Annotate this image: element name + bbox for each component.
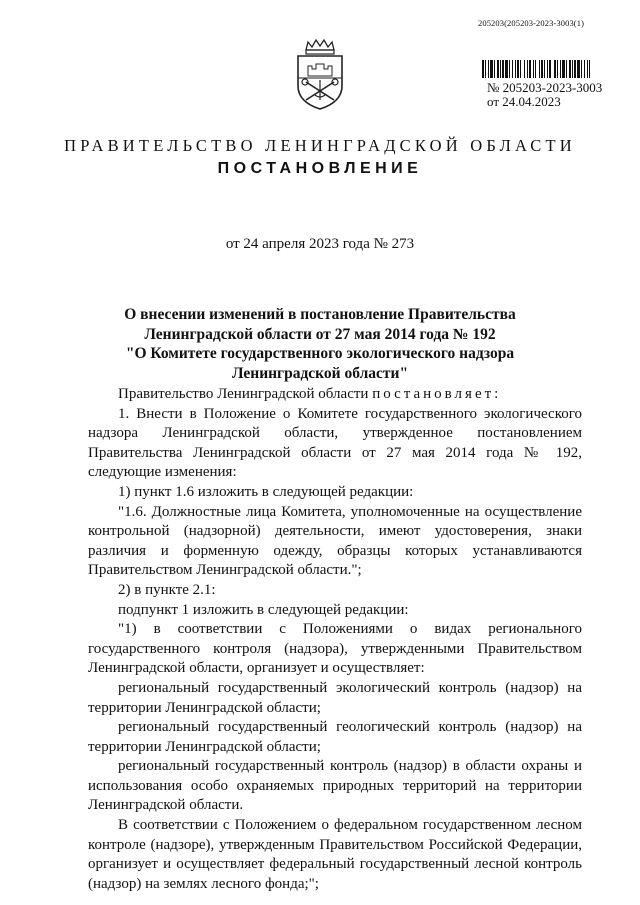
registration-number: № 205203-2023-3003 [487,80,603,95]
barcode-bar [488,60,489,78]
paragraph: "1) в соответствии с Положениями о видах регионального государственного контроля (надзора), утвержденными Правительством Ленинградской области, организует и осуществляет: [88,621,582,677]
barcode-bar [494,60,495,78]
preamble-verb: постановляет: [372,386,502,402]
barcode-bar [566,60,567,78]
barcode-bar [505,60,508,78]
barcode-bar [554,60,556,78]
barcode-bar [502,60,504,78]
barcode-bar [512,60,513,78]
barcode-bar [509,60,510,78]
paragraph: региональный государственный экологический контроль (надзор) на территории Ленинградской области; [88,679,582,716]
paragraph: региональный государственный геологический контроль (надзор) на территории Ленинградской области; [88,719,582,755]
preamble [88,385,582,405]
barcode-icon [482,60,590,78]
barcode-bar [549,60,551,78]
barcode-bar [517,60,519,78]
title-line: "О Комитете государственного экологического надзора [125,345,515,362]
registration-date: от 24.04.2023 [487,94,561,109]
coat-of-arms-icon [292,38,348,112]
barcode-bar [497,60,499,78]
barcode-bar [520,60,521,78]
paragraph: 1) пункт 1.6 изложить в следующей редакции: [118,483,414,500]
paragraph: региональный государственный контроль (надзор) в области охраны и использования особо охраняемых природных территорий на территории Ленинградской области. [88,758,582,814]
barcode-bar [547,60,548,78]
paragraph: подпункт 1 изложить в следующей редакции: [118,601,409,618]
barcode-bar [541,60,543,78]
barcode-bar [557,60,558,78]
barcode-bar [562,60,565,78]
decree-title [0,305,640,383]
decree-body [88,385,582,894]
barcode-bar [527,60,528,78]
preamble-text: Правительство Ленинградской области [118,386,373,402]
document-type: ПОСТАНОВЛЕНИЕ [217,160,423,177]
barcode-bar [581,60,582,78]
barcode-bar [560,60,561,78]
paragraph: 2) в пункте 2.1: [118,581,216,598]
barcode-bar [584,60,585,78]
title-line: Ленинградской области" [231,364,409,382]
paragraph: 1. Внести в Положение о Комитете государственного экологического надзора Ленинградской области, утвержденное постановлением Правительства Ленинградской области от 27 мая 2014 года № 192, следующие изменения: [88,405,582,481]
barcode-bar [587,60,588,78]
barcode-bar [500,60,501,78]
barcode-bar [515,60,516,78]
barcode-bar [577,60,580,78]
barcode-bar [589,60,590,78]
barcode-bar [572,60,573,78]
barcode-bar [574,60,576,78]
authority-heading: ПРАВИТЕЛЬСТВО ЛЕНИНГРАДСКОЙ ОБЛАСТИ [64,136,576,155]
title-line: О внесении изменений в постановление Правительства [124,306,516,323]
barcode-bar [524,60,525,78]
barcode-bar [529,60,531,78]
barcode-bar [535,60,536,78]
barcode-bar [485,60,486,78]
barcode-bar [539,60,540,78]
title-line: Ленинградской области от 27 мая 2014 года № 192 [144,325,496,343]
barcode-bar [533,60,534,78]
barcode-bar [569,60,571,78]
decree-date-number: от 24 апреля 2023 года № 273 [225,236,415,252]
document-code: 205203(205203-2023-3003(1) [478,18,585,28]
paragraph: "1.6. Должностные лица Комитета, уполномоченные на осуществление контрольной (надзорной) деятельности, имеют удостоверения, знаки различия и форменную одежду, образцы которых устанавливаются Правительством Ленинградской области."; [88,503,582,579]
barcode-bar [482,60,484,78]
barcode-bar [490,60,493,78]
barcode-bar [544,60,545,78]
paragraph: В соответствии с Положением о федеральном государственном лесном контроле (надзоре), утвержденным Правительством Российской Федерации, организует и осуществляет федеральный государственный лесной контроль (надзор) на землях лесного фонда;"; [88,817,582,892]
